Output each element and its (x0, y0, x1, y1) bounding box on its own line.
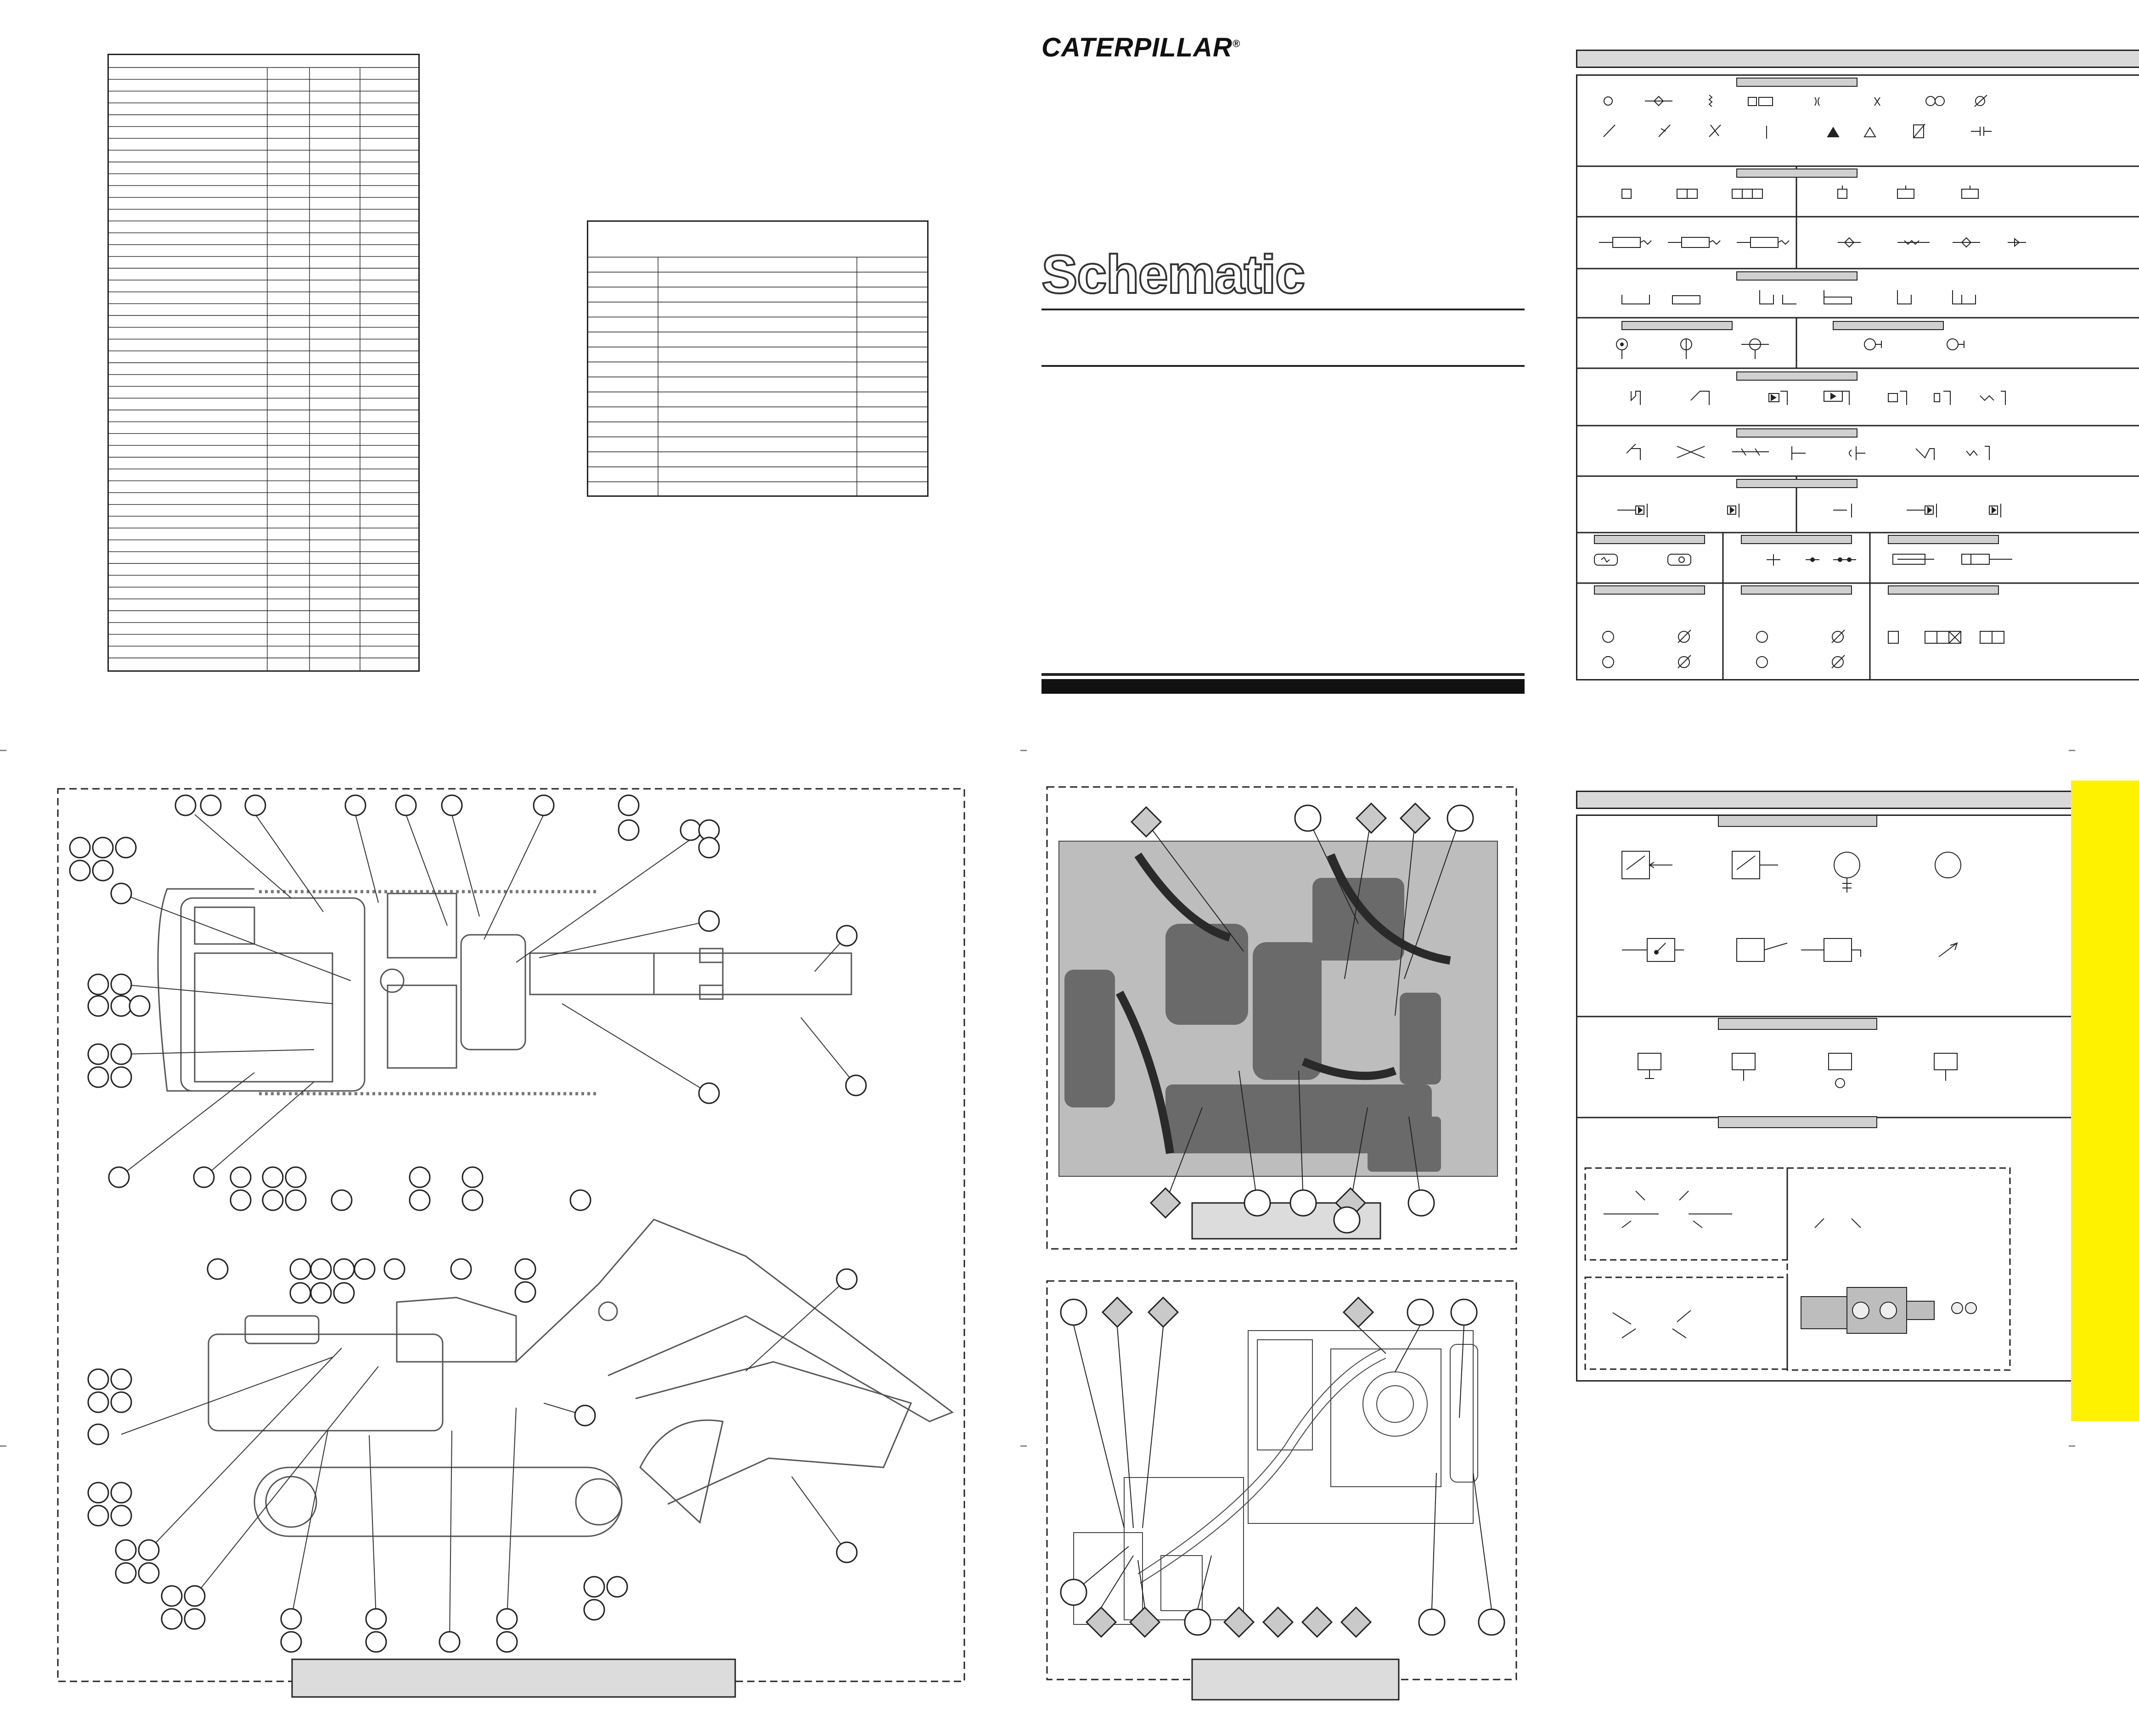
callout (231, 1190, 251, 1210)
callout (396, 795, 416, 815)
callout (111, 1044, 131, 1064)
callout (88, 1506, 108, 1526)
legend-panel (1576, 815, 2139, 1382)
symbols-panel-header (1576, 50, 2139, 68)
callout (699, 1083, 719, 1103)
machine-views-panel (57, 788, 965, 1698)
callout (1295, 805, 1321, 831)
callout (442, 795, 462, 815)
callout (1334, 1207, 1360, 1233)
callout (837, 1269, 857, 1289)
callout (515, 1259, 535, 1279)
callout (286, 1167, 306, 1187)
callout (681, 820, 701, 840)
callout (1419, 1609, 1445, 1635)
callout (1244, 1190, 1270, 1216)
callout (263, 1167, 283, 1187)
callout (1447, 805, 1473, 831)
callout (439, 1632, 460, 1652)
callout (584, 1600, 604, 1620)
caterpillar-logo: CATERPILLAR® (1041, 33, 1241, 62)
callout (1061, 1579, 1086, 1605)
callout (111, 1506, 131, 1526)
callout (208, 1259, 228, 1279)
callout (111, 1369, 131, 1389)
callout (1061, 1299, 1086, 1325)
callout (88, 1424, 108, 1444)
callout (534, 795, 554, 815)
cover-title: Schematic (1041, 244, 1305, 305)
callout (93, 860, 113, 881)
callout (837, 1542, 857, 1562)
callout (286, 1190, 306, 1210)
callout (837, 926, 857, 946)
callout (245, 795, 265, 815)
callout (355, 1259, 375, 1279)
callout (116, 1540, 136, 1560)
callout (1451, 1299, 1477, 1325)
reg-mark (2069, 750, 2075, 751)
callout (699, 837, 719, 858)
callout (109, 1167, 129, 1187)
photo-view-panel (1046, 786, 1517, 1250)
divider (1041, 365, 1525, 367)
callout (1479, 1609, 1504, 1635)
callout (185, 1586, 205, 1606)
callout (334, 1259, 354, 1279)
callout (162, 1586, 182, 1606)
callout (139, 1563, 159, 1583)
callout (575, 1405, 595, 1426)
divider (1041, 309, 1525, 310)
callout (111, 1483, 131, 1503)
callout (139, 1540, 159, 1560)
callout (451, 1259, 471, 1279)
callout (1407, 1299, 1433, 1325)
callout (334, 1283, 354, 1303)
callout (290, 1259, 310, 1279)
callout (699, 911, 719, 931)
callout (311, 1283, 331, 1303)
callout (1290, 1190, 1316, 1216)
callout (88, 1369, 108, 1389)
callout (384, 1259, 405, 1279)
callout (345, 795, 366, 815)
callout (111, 1392, 131, 1412)
line-view-panel (1046, 1280, 1517, 1707)
callout (88, 1392, 108, 1412)
callout (619, 795, 639, 815)
callout (570, 1190, 591, 1210)
callout (497, 1609, 517, 1629)
callout (111, 883, 131, 904)
callout (515, 1282, 535, 1302)
reg-mark (2069, 1445, 2075, 1447)
callout (1185, 1609, 1210, 1635)
callout (70, 837, 90, 858)
callout (846, 1075, 866, 1096)
reg-mark (0, 750, 6, 751)
callout (88, 1067, 108, 1087)
section-tab (2071, 781, 2139, 1421)
callout (462, 1167, 483, 1187)
callout (410, 1167, 430, 1187)
legend-panel-header (1576, 791, 2139, 809)
callout (332, 1190, 352, 1210)
callout (1408, 1190, 1434, 1216)
callout (93, 837, 113, 858)
symbols-panel (1576, 74, 2139, 680)
callout (462, 1190, 483, 1210)
small-table (587, 220, 929, 497)
callout (263, 1190, 283, 1210)
callout (88, 974, 108, 994)
callout (410, 1190, 430, 1210)
callout (88, 996, 108, 1016)
callout (111, 1067, 131, 1087)
callout (175, 795, 196, 815)
callout (194, 1167, 214, 1187)
callout (366, 1632, 386, 1652)
callout (111, 974, 131, 994)
callout (231, 1167, 251, 1187)
reg-mark (1020, 750, 1027, 751)
callout (88, 1483, 108, 1503)
callout (116, 837, 136, 858)
callout (311, 1259, 331, 1279)
callout (281, 1632, 301, 1652)
callout (607, 1577, 627, 1597)
reg-mark (1020, 1445, 1027, 1447)
callout (619, 820, 639, 840)
callout (129, 996, 150, 1016)
callout (201, 795, 221, 815)
callout (88, 1044, 108, 1064)
callout (366, 1609, 386, 1629)
callout (111, 996, 131, 1016)
callout (497, 1632, 517, 1652)
divider (1041, 673, 1525, 676)
callout (70, 860, 90, 881)
callout (162, 1609, 182, 1629)
callout (281, 1609, 301, 1629)
callout (290, 1283, 310, 1303)
reg-mark (0, 1445, 6, 1447)
callout (584, 1577, 604, 1597)
callout (116, 1563, 136, 1583)
callout (185, 1609, 205, 1629)
parts-table (107, 54, 420, 672)
cover-bottom-bar (1041, 679, 1525, 694)
